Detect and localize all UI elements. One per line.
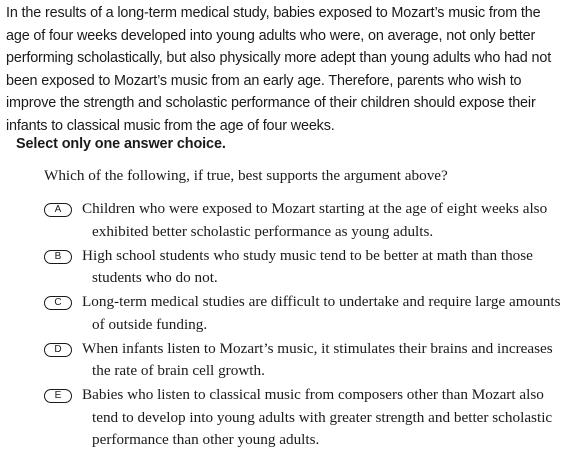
answer-instruction: Select only one answer choice. [16, 136, 226, 152]
choice-text-c: Long-term medical studies are difficult to undertake and require large amounts of outside funding. [82, 293, 561, 333]
answer-choice-a[interactable] [44, 198, 564, 243]
choice-letter-d-badge[interactable]: D [44, 343, 72, 357]
answer-choices [44, 198, 564, 453]
choice-letter-c-badge[interactable]: C [44, 296, 72, 310]
answer-choice-d[interactable] [44, 338, 564, 383]
choice-text-b: High school students who study music tend to be better at math than those students who do not. [82, 246, 533, 286]
choice-letter-e-badge[interactable]: E [44, 389, 72, 403]
answer-choice-c[interactable] [44, 291, 564, 336]
choice-letter-b-badge[interactable]: B [44, 250, 72, 264]
answer-choice-b[interactable] [44, 245, 564, 290]
choice-letter-a-badge[interactable]: A [44, 203, 72, 217]
question-stem: Which of the following, if true, best supports the argument above? [44, 167, 448, 184]
passage-text: In the results of a long-term medical study, babies exposed to Mozart’s music from the age of four weeks developed into young adults who were, on average, not only better performing scholastically, but also physically more adept than young adults who had not been exposed to Mozart’s music from an early age. Therefore, parents who wish to improve the strength and scholastic performance of their children should expose their infants to classical music from the age of four weeks. [6, 5, 552, 134]
choice-text-e: Babies who listen to classical music from composers other than Mozart also tend to develop into young adults with greater strength and better scholastic performance than other young adults. [82, 386, 553, 448]
choice-text-d: When infants listen to Mozart’s music, it stimulates their brains and increases the rate of brain cell growth. [82, 339, 553, 379]
choice-text-a: Children who were exposed to Mozart starting at the age of eight weeks also exhibited better scholastic performance as young adults. [82, 200, 548, 240]
answer-choice-e[interactable] [44, 384, 564, 452]
